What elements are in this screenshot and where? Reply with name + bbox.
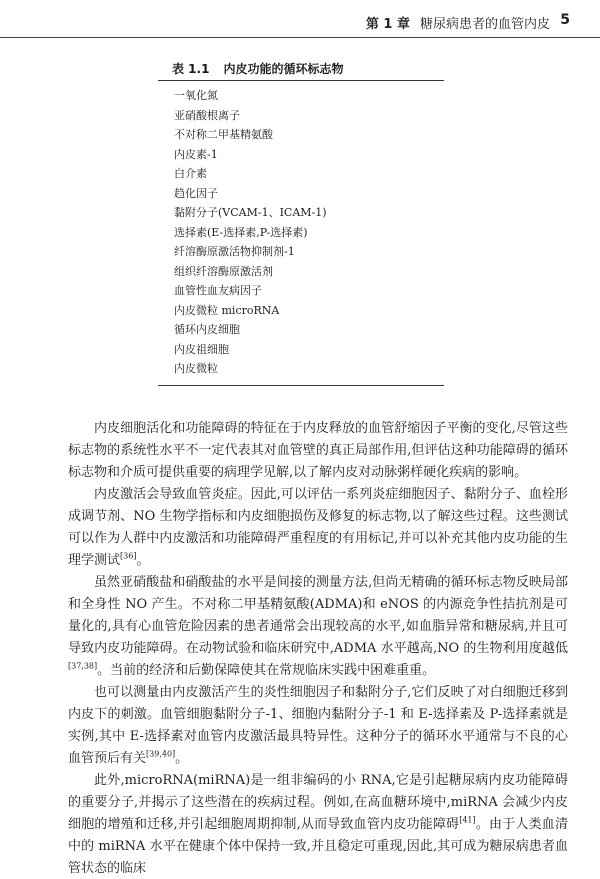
paragraph-text: 此外,microRNA(miRNA)是一组非编码的小 RNA,它是引起糖尿病内皮功能障碍的重要分子,并揭示了这些潜在的疾病过程。例如,在高血糖环境中,miRNA 会减少内皮细胞的增殖和迁移,并引起细胞周期抑制,从而导致血管内皮功能障碍: [68, 773, 568, 832]
paragraph: [68, 770, 568, 879]
list-item: 纤溶酶原激活物抑制剂-1: [174, 245, 295, 258]
paragraph: [68, 418, 568, 484]
paragraph: [68, 572, 568, 682]
table-bottom-rule: [158, 385, 444, 386]
paragraph-text-end: 。由于人类血清中的 miRNA 水平在健康个体中保持一致,并且稳定可重现,因此,其可成为糖尿病患者血管状态的临床: [68, 817, 568, 876]
list-item: 内皮微粒: [174, 362, 218, 375]
list-item: 内皮素-1: [174, 147, 218, 161]
list-item: 不对称二甲基精氨酸: [174, 128, 273, 141]
chapter-title: 糖尿病患者的血管内皮: [419, 17, 550, 32]
paragraph-text: 内皮激活会导致血管炎症。因此,可以评估一系列炎症细胞因子、黏附分子、血栓形成调节剂、NO 生物学指标和内皮细胞损伤及修复的标志物,以了解这些过程。这些测试可以作为人群中内皮激活和功能障碍严重程度的有用标记,并可以补充其他内皮功能的生理学测试: [68, 487, 568, 568]
citation: [41]: [459, 815, 476, 825]
list-item: 白介素: [174, 167, 207, 180]
list-item: 循环内皮细胞: [174, 323, 240, 336]
citation: [39,40]: [146, 749, 176, 759]
paragraph-text-end: 。: [175, 751, 189, 766]
table-caption: [172, 60, 343, 77]
citation: [36]: [120, 551, 137, 561]
list-item: 组织纤溶酶原激活剂: [174, 264, 273, 278]
paragraph-text-end: 。当前的经济和后勤保障使其在常规临床实践中困难重重。: [97, 663, 436, 678]
paragraph-text: 内皮细胞活化和功能障碍的特征在于内皮释放的血管舒缩因子平衡的变化,尽管这些标志物的系统性水平不一定代表其对血管壁的真正局部作用,但评估这种功能障碍的循环标志物和介质可提供重要的病理学见解,以了解内皮对动脉粥样硬化疾病的影响。: [68, 421, 568, 480]
table-title: 内皮功能的循环标志物: [223, 62, 344, 76]
list-item: 亚硝酸根离子: [174, 108, 240, 122]
paragraph: [68, 682, 568, 770]
chapter-number: 第 1 章: [365, 17, 410, 32]
citation: [37,38]: [68, 661, 98, 671]
page-number: 5: [560, 12, 570, 28]
paragraph-text: 也可以测量由内皮激活产生的炎性细胞因子和黏附分子,它们反映了对白细胞迁移到内皮下的刺激。血管细胞黏附分子-1、细胞内黏附分子-1 和 E-选择素及 P-选择素就是实例,其中 E-选择素对血管内皮激活最具特异性。这种分子的循环水平通常与不良的心血管预后有关: [68, 685, 568, 766]
table-number: 表 1.1: [172, 62, 210, 76]
chapter-heading: [366, 13, 550, 32]
paragraph: [68, 484, 568, 572]
list-item: 内皮祖细胞: [174, 342, 229, 356]
list-item: 选择素(E-选择素,P-选择素): [174, 225, 308, 239]
paragraph-text-end: 。: [136, 553, 150, 568]
list-item: 血管性血友病因子: [174, 284, 262, 297]
running-header: [0, 0, 600, 38]
list-item: 黏附分子(VCAM-1、ICAM-1): [174, 206, 327, 219]
marker-list: [174, 86, 327, 379]
list-item: 一氧化氮: [174, 89, 218, 102]
list-item: 内皮微粒 microRNA: [174, 303, 280, 317]
paragraph-text: 虽然亚硝酸盐和硝酸盐的水平是间接的测量方法,但尚无精确的循环标志物反映局部和全身性 NO 产生。不对称二甲基精氨酸(ADMA)和 eNOS 的内源竞争性拮抗剂是可量化的,具有心血管危险因素的患者通常会出现较高的水平,如血脂异常和糖尿病,并且可导致内皮功能障碍。在动物试验和临床研究中,ADMA 水平越高,NO 的生物利用度越低: [68, 575, 568, 656]
table-top-rule: [158, 80, 444, 81]
body-text: [68, 418, 568, 879]
list-item: 趋化因子: [174, 186, 218, 200]
